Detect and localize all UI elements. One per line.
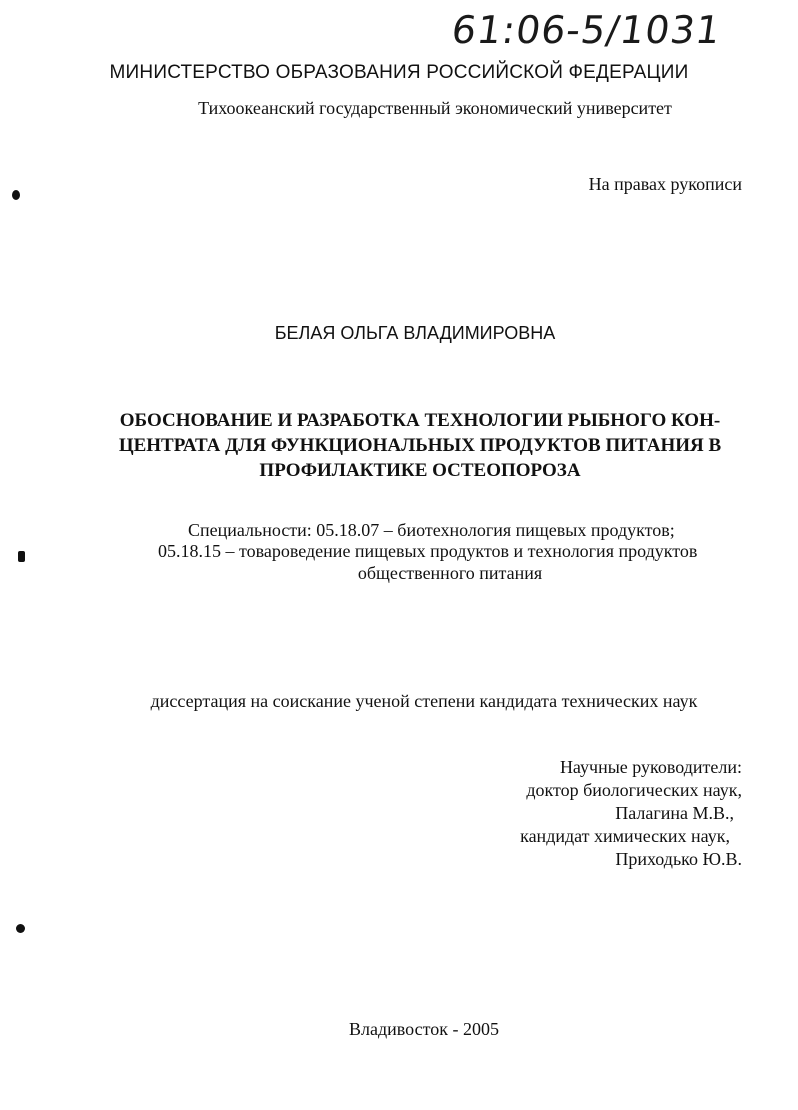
advisor-degree: доктор биологических наук, xyxy=(526,780,742,800)
title-line: ПРОФИЛАКТИКЕ ОСТЕОПОРОЗА xyxy=(259,460,581,481)
advisors-heading: Научные руководители: xyxy=(559,757,742,777)
scan-speck xyxy=(12,190,20,200)
ministry-heading: МИНИСТЕРСТВО ОБРАЗОВАНИЯ РОССИЙСКОЙ ФЕДЕРАЦИИ xyxy=(109,62,689,83)
specialty-line: 05.18.15 – товароведение пищевых продуктов и технология продуктов xyxy=(158,541,698,561)
scan-speck xyxy=(18,551,25,562)
thesis-title xyxy=(90,408,750,483)
advisor-name: Палагина М.В., xyxy=(615,803,734,823)
advisor-degree: кандидат химических наук, xyxy=(520,826,730,846)
scientific-advisors xyxy=(520,756,742,871)
archive-code-handwritten: 61:06-5/1031 xyxy=(448,8,725,52)
scan-speck xyxy=(16,924,25,933)
advisor-name: Приходько Ю.В. xyxy=(615,849,742,869)
specialty-line: Специальности: 05.18.07 – биотехнология пищевых продуктов; xyxy=(188,520,675,540)
author-name: БЕЛАЯ ОЛЬГА ВЛАДИМИРОВНА xyxy=(274,323,556,343)
degree-statement: диссертация на соискание ученой степени кандидата технических наук xyxy=(150,691,698,711)
specialty-line: общественного питания xyxy=(357,563,543,583)
rights-note: На правах рукописи xyxy=(588,174,742,194)
city-year: Владивосток - 2005 xyxy=(349,1019,499,1039)
university-name: Тихоокеанский государственный экономический университет xyxy=(198,98,672,118)
title-line: ОБОСНОВАНИЕ И РАЗРАБОТКА ТЕХНОЛОГИИ РЫБНОГО КОН- xyxy=(119,410,721,431)
title-line: ЦЕНТРАТА ДЛЯ ФУНКЦИОНАЛЬНЫХ ПРОДУКТОВ ПИТАНИЯ В xyxy=(118,435,722,456)
